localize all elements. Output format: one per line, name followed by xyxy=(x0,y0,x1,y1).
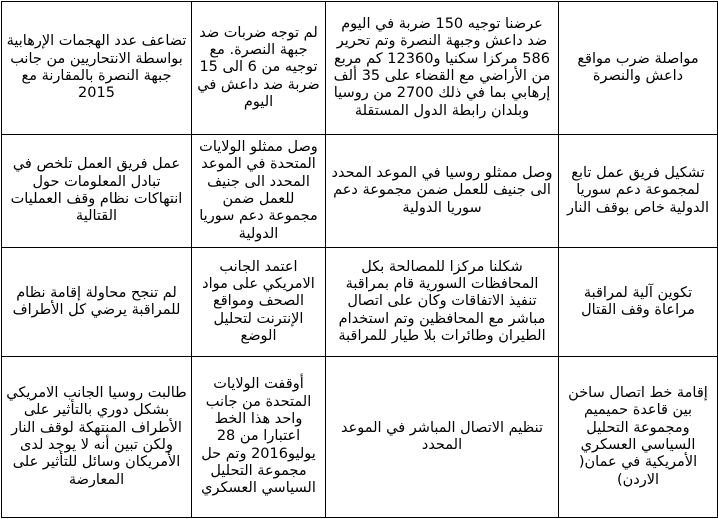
cell-result: طالبت روسيا الجانب الامريكي بشكل دوري بالتأثير على الأطراف المنتهكة لوقف النار ولكن تبين أنه لا يوجد لدى الأمريكان وسائل للتأثير على المعارضة xyxy=(2,357,192,518)
comparison-table xyxy=(0,1,718,519)
cell-result: تضاعف عدد الهجمات الإرهابية بواسطة الانتحاريين من جانب جبهة النصرة بالمقارنة مع 2015 xyxy=(2,2,192,135)
cell-russia: شكلنا مركزا للمصالحة بكل المحافظات السورية قام بمراقبة تنفيذ الاتفاقات وكان على اتصال مباشر مع المحافظين وتم استخدام الطيران وطائرات بلا طيار للمراقبة xyxy=(326,248,559,357)
table-row xyxy=(2,135,718,248)
cell-us: أوقفت الولايات المتحدة من جانب واحد هذا الخط اعتبارا من 28 يوليو2016 وتم حل مجموعة التحليل السياسي العسكري xyxy=(192,357,326,518)
cell-russia: عرضنا توجيه 150 ضربة في اليوم ضد داعش وجبهة النصرة وتم تحرير 586 مركزا سكنيا و12360 كم مربع من الأراضي مع القضاء على 35 ألف إرهابي بما في ذلك 2700 من روسيا وبلدان رابطة الدول المستقلة xyxy=(326,2,559,135)
cell-us: وصل ممثلو الولايات المتحدة في الموعد المحدد الى جنيف للعمل ضمن مجموعة دعم سوريا الدولية xyxy=(192,135,326,248)
table-row xyxy=(2,248,718,357)
cell-action: تشكيل فريق عمل تابع لمجموعة دعم سوريا الدولية خاص بوقف النار xyxy=(559,135,718,248)
table-row xyxy=(2,357,718,518)
cell-us: لم توجه ضربات ضد جبهة النصرة. مع توجيه من 6 الى 15 ضربة ضد داعش في اليوم xyxy=(192,2,326,135)
cell-result: لم تنجح محاولة إقامة نظام للمراقبة يرضي كل الأطراف xyxy=(2,248,192,357)
cell-action: مواصلة ضرب مواقع داعش والنصرة xyxy=(559,2,718,135)
cell-result: عمل فريق العمل تلخص في تبادل المعلومات حول انتهاكات نظام وقف العمليات القتالية xyxy=(2,135,192,248)
cell-russia: وصل ممثلو روسيا في الموعد المحدد الى جنيف للعمل ضمن مجموعة دعم سوريا الدولية xyxy=(326,135,559,248)
table-row xyxy=(2,2,718,135)
cell-action: تكوين آلية لمراقبة مراعاة وقف القتال xyxy=(559,248,718,357)
cell-russia: تنظيم الاتصال المباشر في الموعد المحدد xyxy=(326,357,559,518)
cell-action: إقامة خط اتصال ساخن بين قاعدة حميميم ومجموعة التحليل السياسي العسكري الأمريكية في عمان( الاردن) xyxy=(559,357,718,518)
comparison-table-grid xyxy=(1,1,718,518)
cell-us: اعتمد الجانب الامريكي على مواد الصحف ومواقع الإنترنت لتحليل الوضع xyxy=(192,248,326,357)
